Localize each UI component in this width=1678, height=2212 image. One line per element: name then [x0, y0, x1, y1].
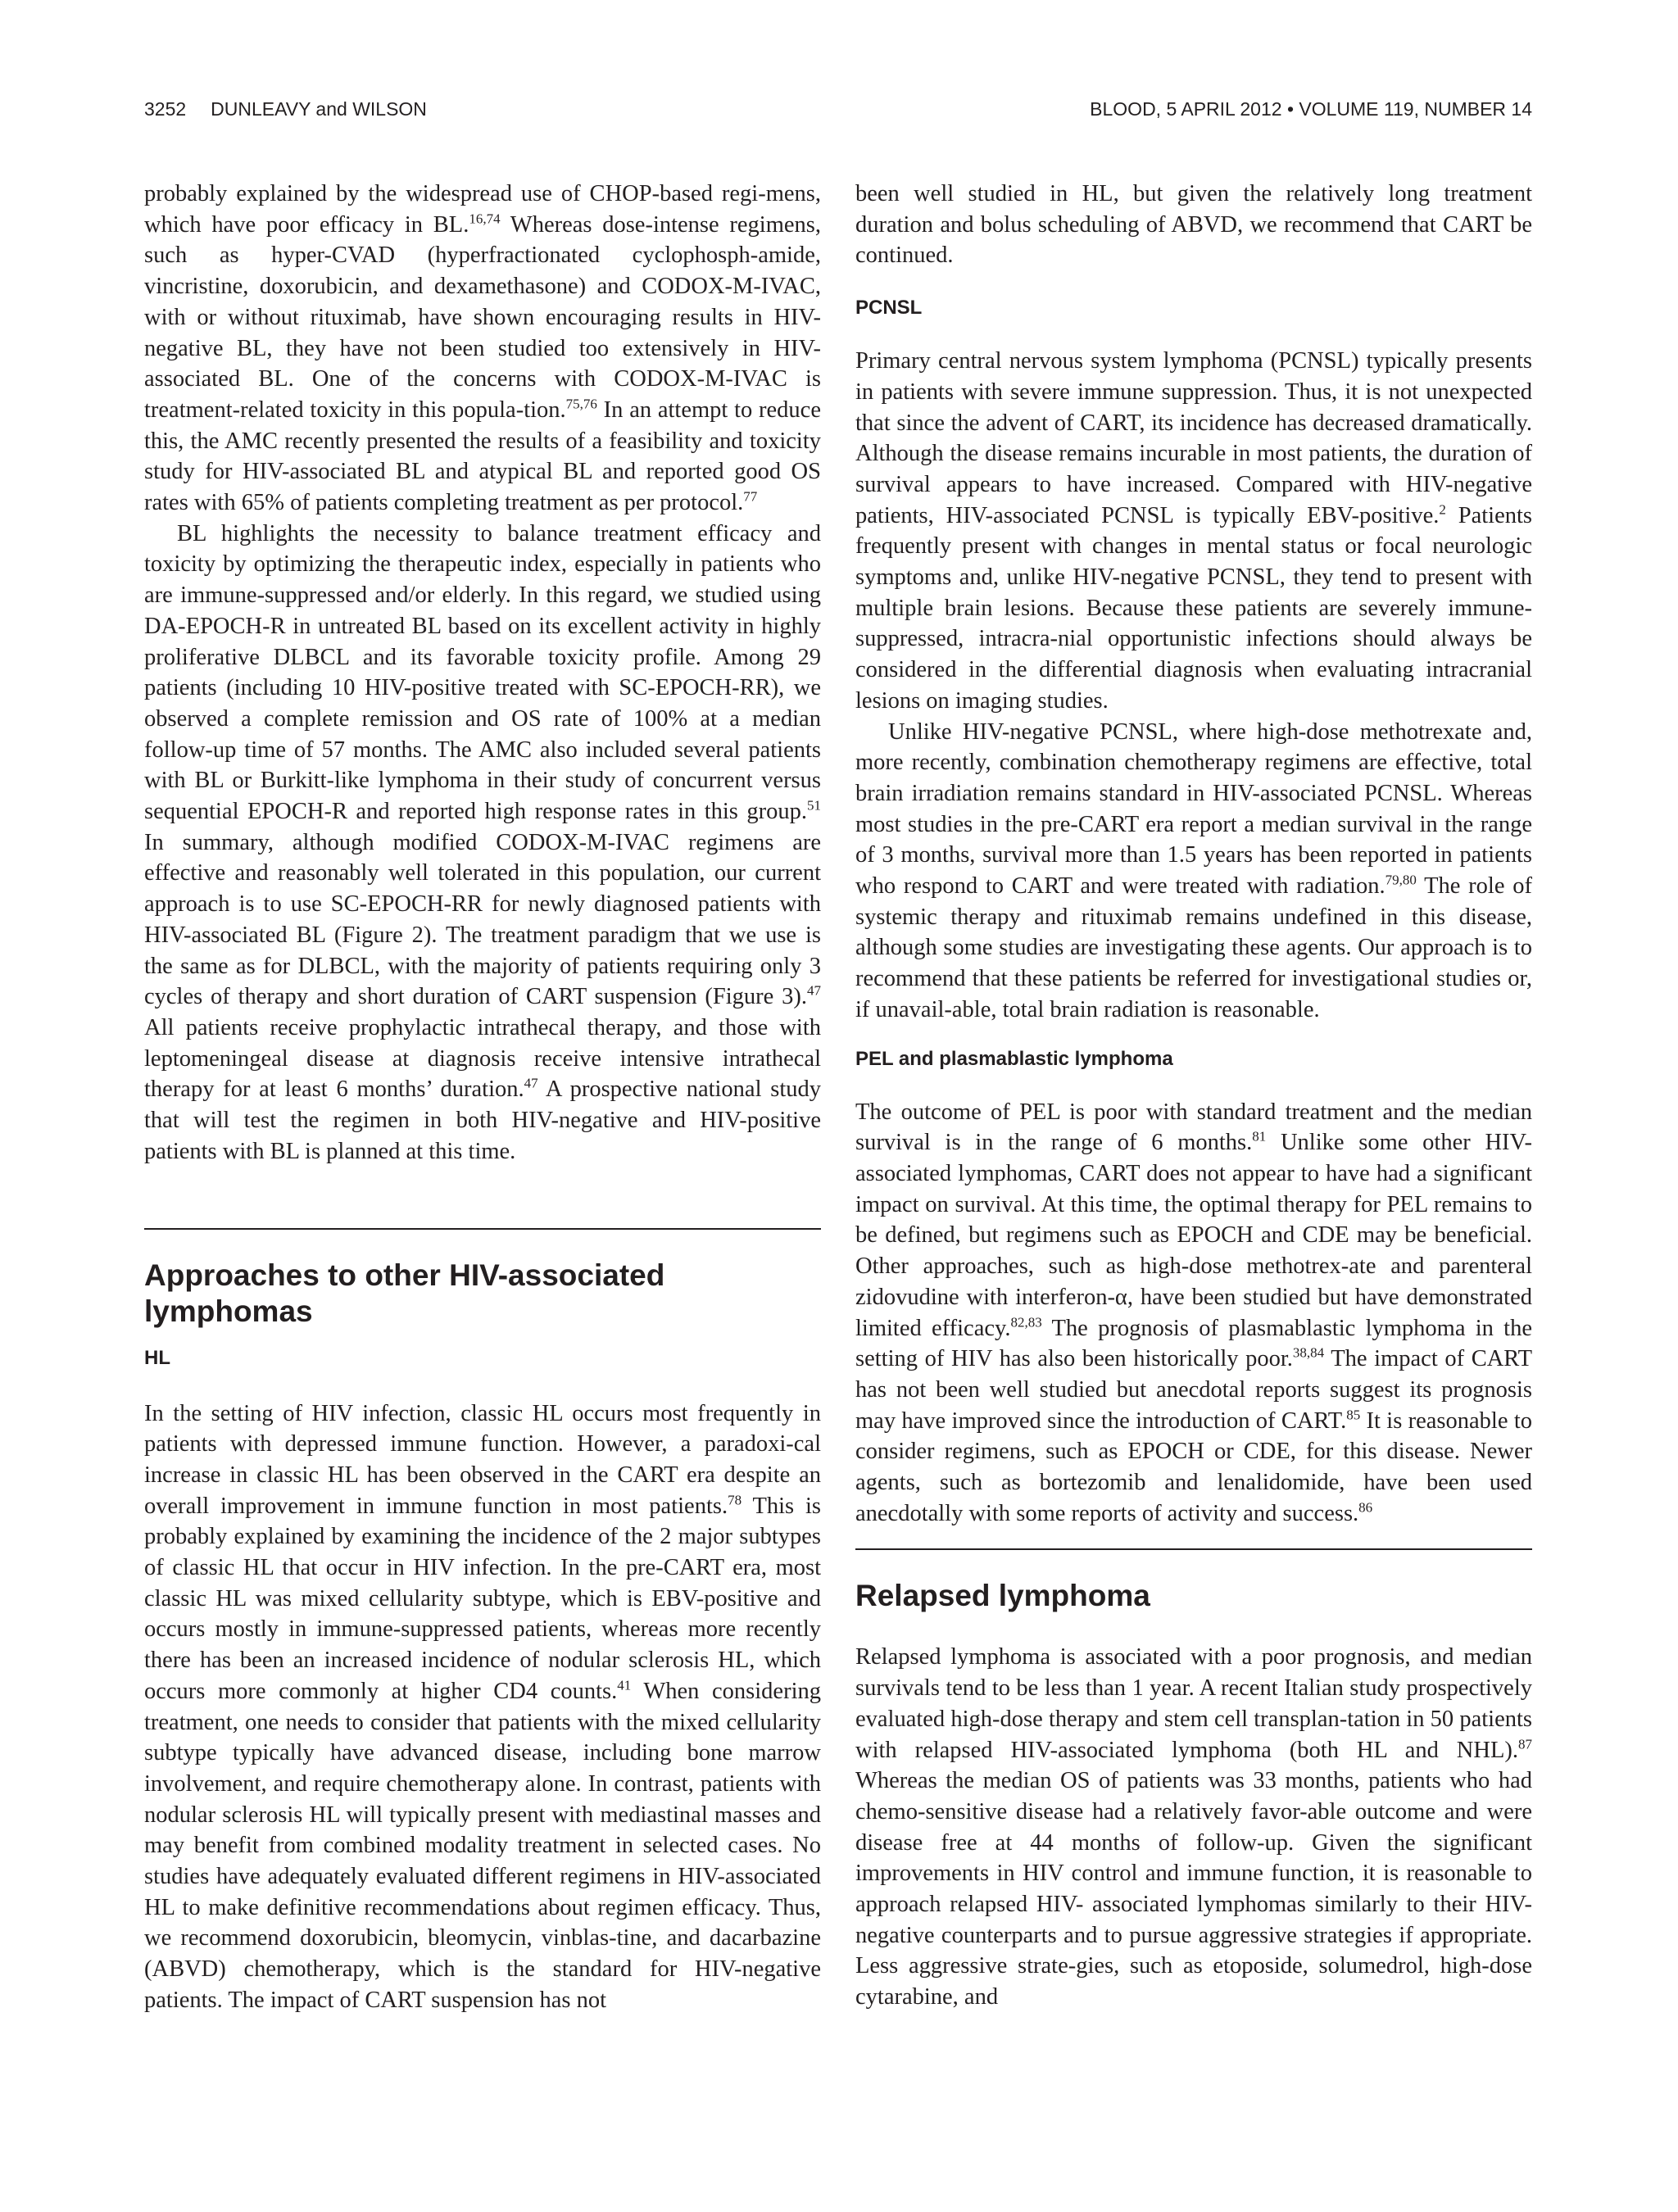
paragraph [855, 346, 1532, 716]
citation-ref: 86 [1358, 1499, 1373, 1516]
paragraph [855, 1642, 1532, 2012]
paragraph-text: probably explained by the widespread use of CHOP-based regi-mens, which have poor efficacy in BL. [144, 181, 821, 238]
paragraph-text: The role of systemic therapy and rituximab remains undefined in this disease, although some studies are investigating these agents. Our approach is to recommend that these patients be referred for investigational studies or, if unavail-able, total brain radiation is reasonable. [855, 873, 1533, 1022]
paragraph-text: The outcome of PEL is poor with standard treatment and the median survival is in the range of 6 months. [855, 1099, 1532, 1156]
paragraph-text: Unlike some other HIV-associated lymphomas, CART does not appear to have had a significant impact on survival. At this time, the optimal therapy for PEL remains to be defined, but regimens such as EPOCH and CDE may be beneficial. Other approaches, such as high-dose methotrex-ate and parenteral zidovudine with interferon-α, have been studied but have demonstrated limited efficacy. [855, 1130, 1532, 1341]
citation-ref: 2 [1439, 501, 1446, 518]
paragraph-text: The impact of CART has not been well studied but anecdotal reports suggest its prognosis may have improved since the introduction of CART. [855, 1346, 1533, 1434]
subsection-heading: PEL and plasmablastic lymphoma [855, 1047, 1173, 1070]
paragraph [144, 1398, 821, 2016]
paragraph-text: When considering treatment, one needs to consider that patients with the mixed cellularity subtype typically have advanced disease, including bone marrow involvement, and require chemotherapy alone. In contrast, patients with nodular sclerosis HL will typically present with mediastinal masses and may benefit from combined modality treatment in selected cases. No studies have adequately evaluated different regimens in HIV-associated HL to make definitive recommendations about regimen efficacy. Thus, we recommend doxorubicin, bleomycin, vinblas-tine, and dacarbazine (ABVD) chemotherapy, which is the standard for HIV-negative patients. The impact of CART suspension has not [144, 1678, 821, 2013]
citation-ref: 16,74 [469, 211, 501, 227]
paragraph-text: This is probably explained by examining the incidence of the 2 major subtypes of classic HL that occur in HIV infection. In the pre-CART era, most classic HL was mixed cellularity subtype, which is EBV-positive and occurs mostly in immune-suppressed patients, whereas more recently there has been an increased incidence of nodular sclerosis HL, which occurs more commonly at higher CD4 counts. [144, 1493, 821, 1704]
paragraph-text: Primary central nervous system lymphoma (PCNSL) typically presents in patients with severe immune suppression. Thus, it is not unexpected that since the advent of CART, its incidence has decreased dramatically. Although the disease remains incurable in most patients, the duration of survival appears to have increased. Compared with HIV-negative patients, HIV-associated PCNSL is typically EBV-positive. [855, 348, 1532, 528]
paragraph-text: A prospective national study that will test the regimen in both HIV-negative and HIV-positive patients with BL is planned at this time. [144, 1077, 822, 1164]
page-number: 3252 [144, 98, 187, 120]
section-heading: Relapsed lymphoma [855, 1579, 1150, 1613]
citation-ref: 81 [1252, 1128, 1267, 1145]
paragraph-text: Whereas dose-intense regimens, such as hyper-CVAD (hyperfractionated cyclophosph-amide, vincristine, doxorubicin, and dexamethasone) and CODOX-M-IVAC, with or without rituximab, have shown encouraging results in HIV-negative BL, they have not been studied too extensively in HIV-associated BL. One of the concerns with CODOX-M-IVAC is treatment-related toxicity in this popula-tion. [144, 211, 822, 423]
section-heading: Approaches to other HIV-associated lymphomas [144, 1258, 665, 1328]
subsection-heading: HL [144, 1346, 170, 1369]
paragraph-text: Relapsed lymphoma is associated with a poor prognosis, and median survivals tend to be less than 1 year. A recent Italian study prospectively evaluated high-dose therapy and stem cell transplan-tation in 50 patients with relapsed HIV-associated lymphoma (both HL and NHL). [855, 1644, 1532, 1763]
running-head [144, 98, 1532, 120]
paragraph-text: The prognosis of plasmablastic lymphoma in the setting of HIV has also been historically poor. [855, 1315, 1532, 1372]
paragraph [144, 179, 821, 519]
citation-ref: 82,83 [1010, 1314, 1042, 1330]
citation-ref: 87 [1518, 1736, 1532, 1752]
citation-ref: 79,80 [1385, 872, 1417, 888]
citation-ref: 85 [1346, 1407, 1361, 1423]
journal-citation: BLOOD, 5 APRIL 2012 • VOLUME 119, NUMBER 14 [1090, 98, 1532, 120]
paragraph-text: been well studied in HL, but given the relatively long treatment duration and bolus scheduling of ABVD, we recommend that CART be continued. [855, 181, 1532, 269]
running-head-left [144, 98, 451, 120]
paragraph-text: In summary, although modified CODOX-M-IVAC regimens are effective and reasonably well tolerated in this population, our current approach is to use SC-EPOCH-RR for newly diagnosed patients with HIV-associated BL (Figure 2). The treatment paradigm that we use is the same as for DLBCL, with the majority of patients requiring only 3 cycles of therapy and short duration of CART suspension (Figure 3). [144, 829, 821, 1010]
paragraph-text: All patients receive prophylactic intrathecal therapy, and those with leptomeningeal disease at diagnosis receive intensive intrathecal therapy for at least 6 months’ duration. [144, 1014, 821, 1103]
paragraph-text: It is reasonable to consider regimens, such as EPOCH or CDE, for this disease. Newer agents, such as bortezomib and lenalidomide, have been used anecdotally with some reports of activity and success. [855, 1407, 1532, 1526]
paragraph-text: Whereas the median OS of patients was 33 months, patients who had chemo-sensitive disease had a relatively favor-able outcome and were disease free at 44 months of follow-up. Given the significant improvements in HIV control and immune function, it is reasonable to approach relapsed HIV- associated lymphomas similarly to their HIV-negative counterparts and to pursue aggressive strategies if appropriate. Less aggressive strate-gies, such as etoposide, solumedrol, high-dose cytarabine, and [855, 1768, 1532, 2010]
citation-ref: 78 [728, 1492, 742, 1508]
paragraph-text: In an attempt to reduce this, the AMC recently presented the results of a feasibility and toxicity study for HIV-associated BL and atypical BL and reported good OS rates with 65% of patients completing treatment as per protocol. [144, 397, 821, 516]
paragraph-text: In the setting of HIV infection, classic HL occurs most frequently in patients with depressed immune function. However, a paradoxi-cal increase in classic HL has been observed in the CART era despite an overall improvement in immune function in most patients. [144, 1400, 821, 1519]
paragraph-text: Unlike HIV-negative PCNSL, where high-dose methotrexate and, more recently, combination chemotherapy regimens are effective, total brain irradiation remains standard in HIV-associated PCNSL. Whereas most studies in the pre-CART era report a median survival in the range of 3 months, survival more than 1.5 years has been reported in patients who respond to CART and were treated with radiation. [855, 718, 1532, 900]
citation-ref: 51 [807, 797, 821, 814]
citation-ref: 38,84 [1292, 1344, 1325, 1361]
paragraph [855, 179, 1532, 271]
citation-ref: 47 [524, 1075, 538, 1091]
citation-ref: 41 [617, 1677, 632, 1693]
paragraph [855, 717, 1532, 1026]
paragraph [144, 519, 821, 1167]
citation-ref: 77 [743, 488, 758, 505]
paragraph-text: Patients frequently present with changes in mental status or focal neurologic symptoms and, unlike HIV-negative PCNSL, they tend to present with multiple brain lesions. Because these patients are severely immune-suppressed, intracra-nial opportunistic infections should always be considered in the differential diagnosis when evaluating intracranial lesions on imaging studies. [855, 502, 1532, 714]
paragraph-text: BL highlights the necessity to balance treatment efficacy and toxicity by optimizing the therapeutic index, especially in patients who are immune-suppressed and/or elderly. In this regard, we studied using DA-EPOCH-R in untreated BL based on its excellent activity in highly proliferative DLBCL and its favorable toxicity profile. Among 29 patients (including 10 HIV-positive treated with SC-EPOCH-RR), we observed a complete remission and OS rate of 100% at a median follow-up time of 57 months. The AMC also included several patients with BL or Burkitt-like lymphoma in their study of concurrent versus sequential EPOCH-R and reported high response rates in this group. [144, 520, 821, 825]
citation-ref: 75,76 [565, 396, 597, 412]
citation-ref: 47 [807, 982, 821, 999]
right-column [855, 179, 1532, 2013]
left-column [144, 179, 821, 2016]
paragraph [855, 1097, 1532, 1530]
subsection-heading: PCNSL [855, 297, 923, 320]
running-authors: DUNLEAVY and WILSON [211, 98, 427, 120]
